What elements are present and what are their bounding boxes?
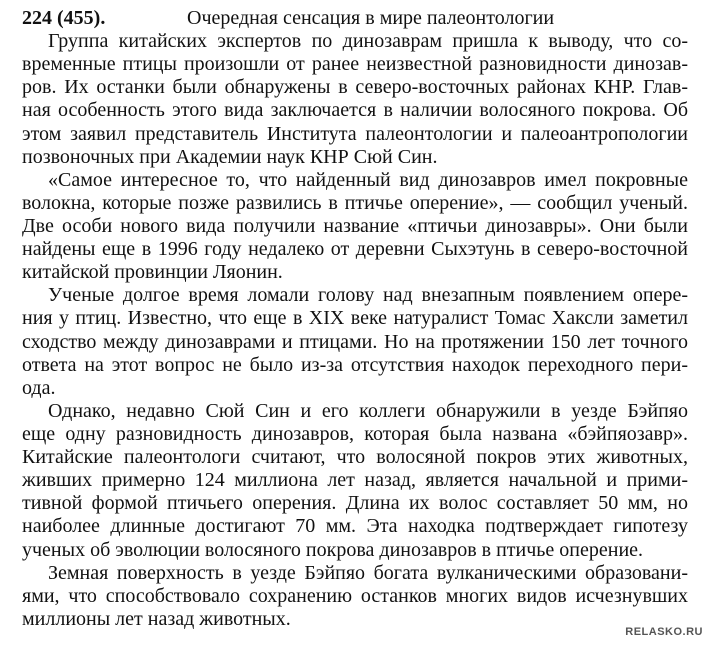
text-line: ями, что способствовало сохранению останков многих видов исчезнувших <box>22 585 688 607</box>
text-line: Группа китайских экспертов по динозаврам пришла к выводу, что со- <box>48 30 688 52</box>
exercise-header <box>22 7 688 30</box>
text-line: китайской провинции Ляонин. <box>22 261 283 283</box>
text-line: Ученые долгое время ломали голову над внезапным появлением опере- <box>48 284 688 306</box>
text-line: ответа на этот вопрос не было из-за отсутствия находок переходного пери- <box>22 354 688 376</box>
text-line: Однако, недавно Сюй Син и его коллеги обнаружили в уезде Бэйпяо <box>48 400 688 422</box>
text-line: этом заявил представитель Института палеонтологии и палеоантропологии <box>22 123 688 145</box>
text-line: сходство между динозаврами и птицами. Но на протяжении 150 лет точного <box>22 331 688 353</box>
text-line: миллионы лет назад животных. <box>22 608 291 630</box>
text-line: тивной формой птичьего оперения. Длина их волос составляет 50 мм, но <box>22 492 688 514</box>
text-line: Две особи нового вида получили название «птичьи динозавры». Они были <box>22 215 688 237</box>
text-line: Китайские палеонтологи считают, что волосяной покров этих животных, <box>22 446 688 468</box>
exercise-number: 224 (455). <box>22 7 106 29</box>
text-line: ров. Их останки были обнаружены в северо-восточных районах КНР. Глав- <box>22 76 688 98</box>
text-line: Земная поверхность в уезде Бэйпяо богата вулканическими образовани- <box>48 562 688 584</box>
text-line: найдены еще в 1996 году недалеко от деревни Сыхэтунь в северо-восточной <box>22 238 688 260</box>
text-line: наиболее длинные достигают 70 мм. Эта находка подтверждает гипотезу <box>22 515 688 537</box>
exercise-title: Очередная сенсация в мире палеонтологии <box>187 7 555 29</box>
text-line: ния у птиц. Известно, что еще в XIX веке натуралист Томас Хаксли заметил <box>22 307 688 329</box>
text-line: живших примерно 124 миллиона лет назад, является начальной и прими- <box>22 469 688 491</box>
text-line: ученых об эволюции волосяного покрова динозавров в птичье оперение. <box>22 539 644 561</box>
text-line: временные птицы произошли от ранее неизвестной разновидности динозав- <box>22 53 688 75</box>
text-line: ная особенность этого вида заключается в наличии волосяного покрова. Об <box>22 99 688 121</box>
text-line: ода. <box>22 377 56 399</box>
text-line: позвоночных при Академии наук КНР Сюй Син. <box>22 146 438 168</box>
text-line: «Самое интересное то, что найденный вид динозавров имел покровные <box>48 169 688 191</box>
text-line: волокна, которые позже развились в птичье оперение», — сообщил ученый. <box>22 192 688 214</box>
text-line: еще одну разновидность динозавров, которая была названа «бэйпяозавр». <box>22 423 688 445</box>
watermark: RELASKO.RU <box>625 625 703 638</box>
